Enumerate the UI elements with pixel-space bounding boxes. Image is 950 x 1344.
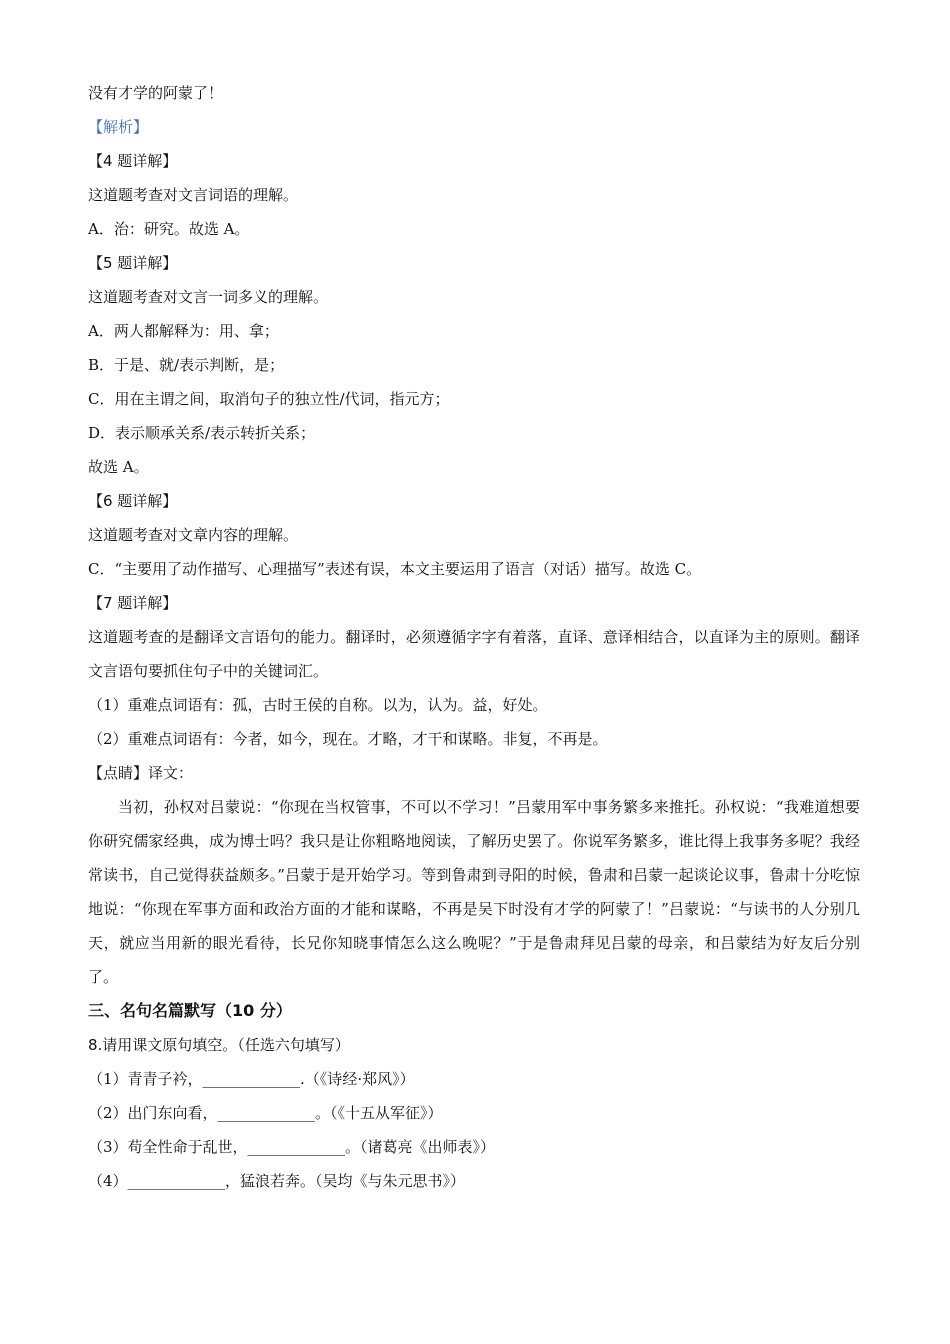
text-line: A．两人都解释为：用、拿； (88, 322, 279, 340)
q8-item: （3）苟全性命于乱世，_____________。（诸葛亮《出师表》） (88, 1138, 496, 1156)
text-line: B．于是、就/表示判断，是； (88, 356, 285, 374)
text-line: 没有才学的阿蒙了！ (88, 84, 224, 102)
q7-intro-paragraph: 这道题考查的是翻译文言语句的能力。翻译时，必须遵循字字有着落，直译、意译相结合，以直译为主的原则。翻译文言语句要抓住句子中的关键词汇。 (88, 628, 860, 680)
q8-title: 8.请用课文原句填空。（任选六句填写） (88, 1036, 350, 1054)
text-line: A．治：研究。故选 A。 (88, 220, 250, 238)
text-line: C．用在主谓之间，取消句子的独立性/代词，指元方； (88, 390, 450, 408)
text-line: C．“主要用了动作描写、心理描写”表述有误，本文主要运用了语言（对话）描写。故选 C。 (88, 560, 702, 578)
text-line: 这道题考查对文言一词多义的理解。 (88, 288, 329, 306)
q6-heading: 【6 题详解】 (88, 492, 178, 510)
q7-heading: 【7 题详解】 (88, 594, 178, 612)
dianjing-heading: 【点睛】译文： (88, 764, 194, 782)
text-line: 这道题考查对文章内容的理解。 (88, 526, 299, 544)
q7-item: （1）重难点词语有：孤，古时王侯的自称。以为，认为。益，好处。 (88, 696, 548, 714)
text-line: 这道题考查对文言词语的理解。 (88, 186, 299, 204)
q8-item: （1）青青子衿，_____________.（《诗经·郑风》） (88, 1070, 415, 1088)
q4-heading: 【4 题详解】 (88, 152, 178, 170)
translation-paragraph: 当初，孙权对吕蒙说：“你现在当权管事，不可以不学习！”吕蒙用军中事务繁多来推托。孙权说：“我难道想要你研究儒家经典，成为博士吗？我只是让你粗略地阅读，了解历史罢了。你说军务繁多，谁比得上我事务多呢？我经常读书，自己觉得获益颇多。”吕蒙于是开始学习。等到鲁肃到寻阳的时候，鲁肃和吕蒙一起谈论议事，鲁肃十分吃惊地说：“你现在军事方面和政治方面的才能和谋略，不再是吴下时没有才学的阿蒙了！”吕蒙说：“与读书的人分别几天，就应当用新的眼光看待，长兄你知晓事情怎么这么晚呢？”于是鲁肃拜见吕蒙的母亲，和吕蒙结为好友后分别了。 (88, 798, 860, 986)
q8-item: （2）出门东向看，_____________。（《十五从军征》） (88, 1104, 443, 1122)
q8-item: （4）_____________，猛浪若奔。（吴均《与朱元思书》） (88, 1172, 466, 1190)
q7-item: （2）重难点词语有：今者，如今，现在。才略，才干和谋略。非复，不再是。 (88, 730, 608, 748)
q5-heading: 【5 题详解】 (88, 254, 178, 272)
text-line: 故选 A。 (88, 458, 149, 476)
text-line: D．表示顺承关系/表示转折关系； (88, 424, 316, 442)
analysis-heading: 【解析】 (88, 118, 149, 136)
document-page (88, 76, 860, 1198)
section-3-title: 三、名句名篇默写（10 分） (88, 1001, 292, 1020)
